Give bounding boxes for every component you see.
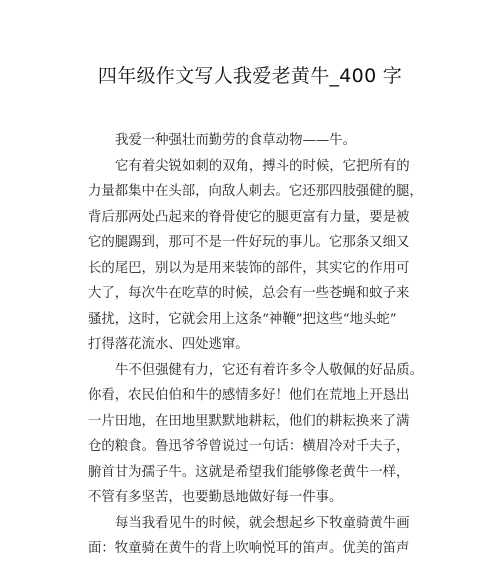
- text-line: 长的尾巴，别以为是用来装饰的部件，其实它的作用可: [88, 260, 410, 276]
- text-line: 仓的粮食。鲁迅爷爷曾说过一句话：横眉冷对千夫子，: [88, 439, 410, 454]
- text-line: 牛不但强健有力，它还有着许多令人敬佩的好品质。: [115, 362, 423, 378]
- text-line: 骚扰，这时，它就会用上这条“神鞭”把这些“地头蛇”: [88, 311, 397, 327]
- text-line: 每当我看见牛的时候，就会想起乡下牧童骑黄牛画: [115, 515, 410, 531]
- text-line: 不管有多坚苦，也要勤恳地做好每一件事。: [88, 490, 343, 505]
- document-body: [88, 128, 422, 562]
- text-line: 一片田地，在田地里默默地耕耘，他们的耕耘换来了满: [88, 413, 410, 429]
- text-line: 你看，农民伯伯和牛的感情多好！他们在荒地上开恳出: [88, 388, 410, 403]
- text-line: 我爱一种强壮而勤劳的食草动物——牛。: [115, 133, 357, 148]
- text-line: 背后那两处凸起来的脊骨使它的腿更富有力量，要是被: [88, 209, 410, 225]
- text-line: 它的腿踢到，那可不是一件好玩的事儿。它那条又细又: [88, 235, 410, 250]
- text-line: 面：牧童骑在黄牛的背上吹响悦耳的笛声。优美的笛声: [88, 541, 410, 556]
- text-line: 打得落花流水、四处逃窜。: [88, 337, 249, 352]
- text-line: 大了，每次牛在吃草的时候，总会有一些苍蝇和蚊子来: [88, 286, 410, 301]
- text-line: 它有着尖锐如刺的双角，搏斗的时候，它把所有的: [115, 158, 410, 174]
- text-line: 腑首甘为孺子牛。这就是希望我们能够像老黄牛一样，: [88, 464, 410, 480]
- text-line: 力量都集中在头部，向敌人刺去。它还那四肢强健的腿，: [88, 184, 423, 199]
- document-title: 四年级作文写人我爱老黄牛_400 字: [97, 65, 403, 87]
